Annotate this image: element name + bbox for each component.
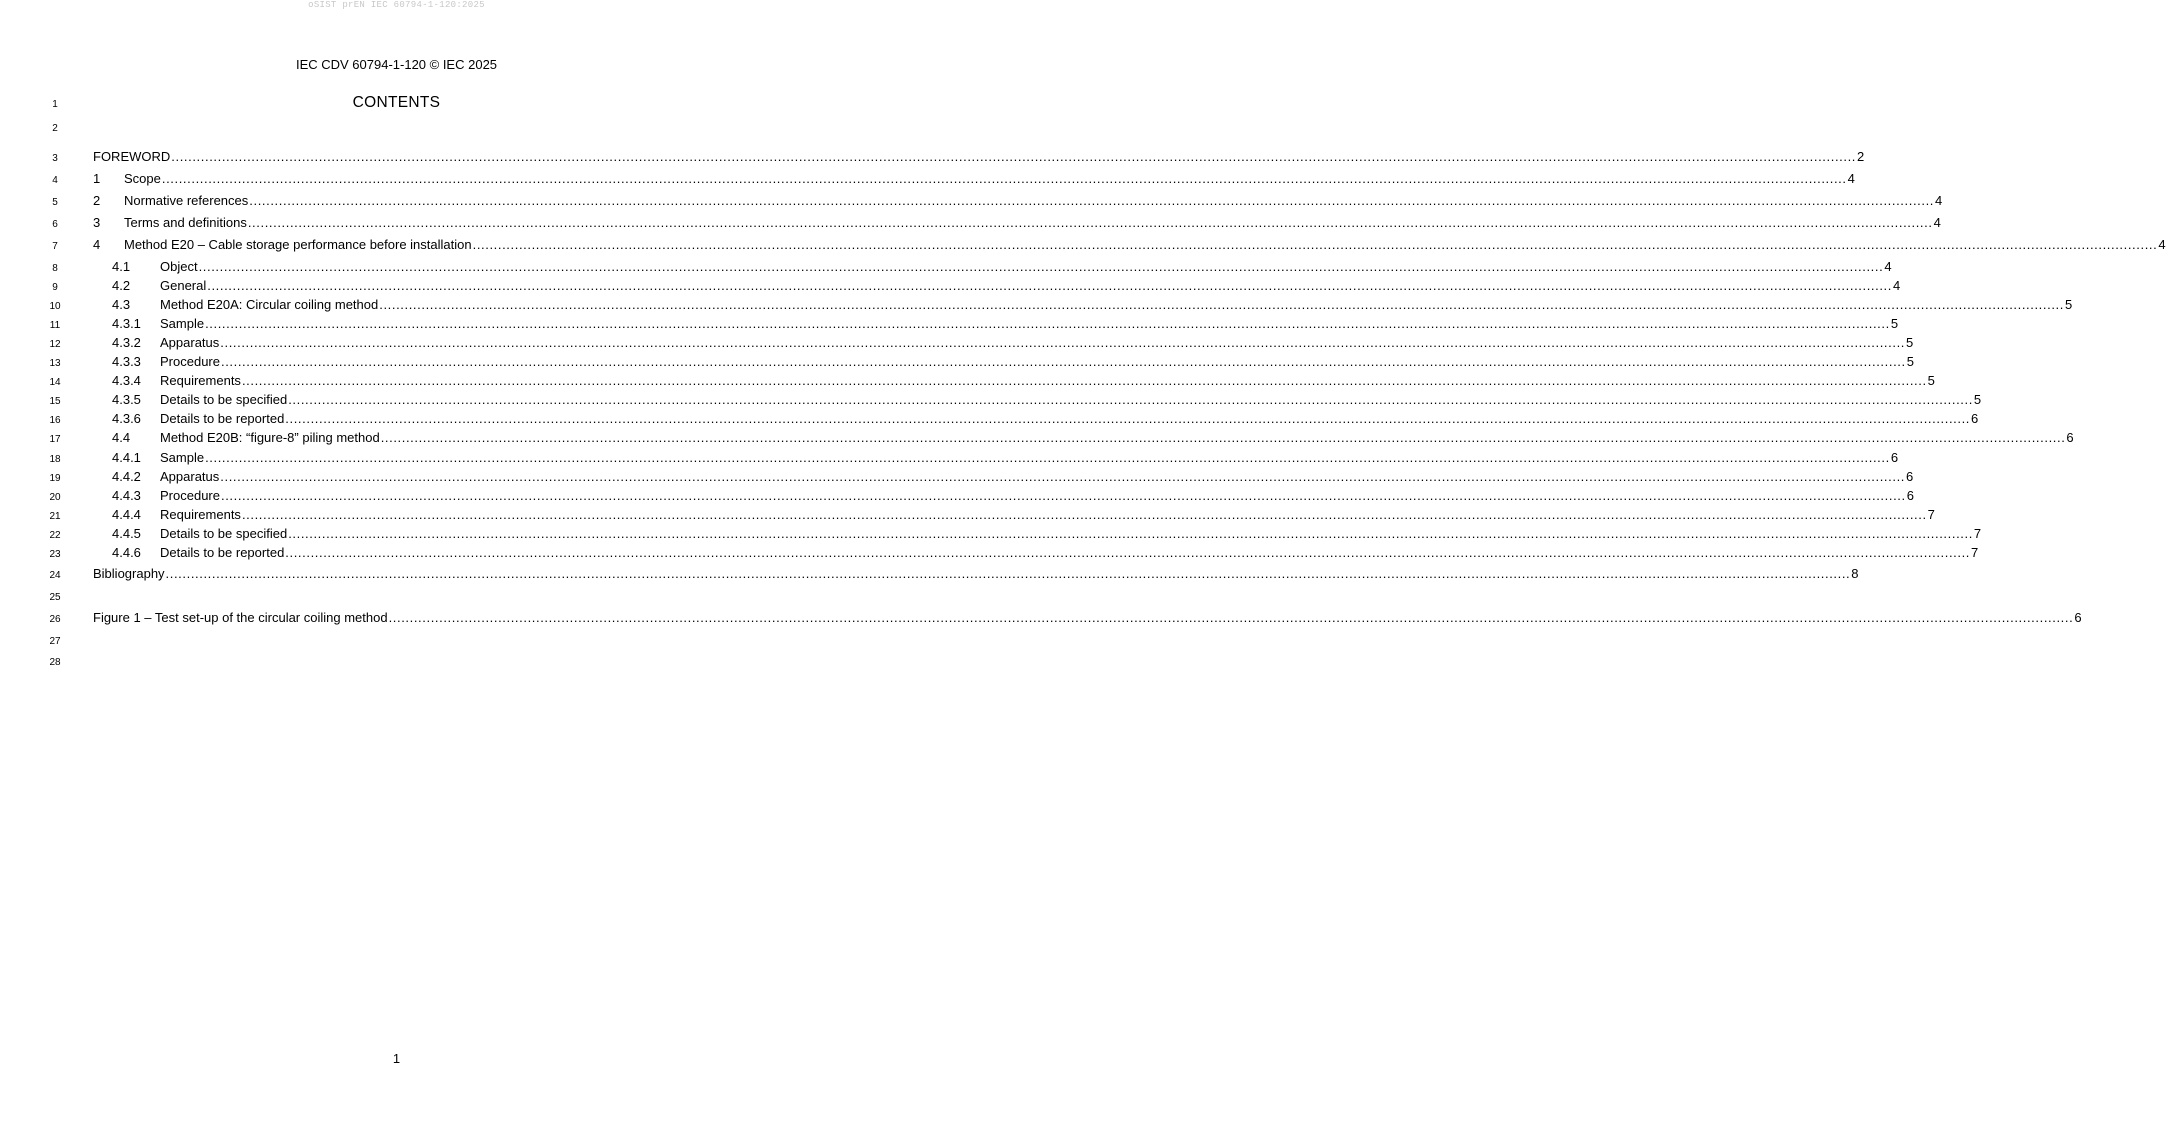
line-number: 14 <box>49 377 61 388</box>
line-number: 11 <box>49 320 61 331</box>
line-number: 6 <box>52 219 58 230</box>
line-number: 7 <box>52 241 58 252</box>
toc-entry[interactable] <box>112 488 1914 504</box>
toc-entry-number: 4.3.4 <box>112 373 141 388</box>
toc-entry[interactable] <box>112 411 1979 427</box>
line-number: 24 <box>49 570 61 581</box>
dot-leader: ................................................................................................................................................................................................................................................................................................................................................................................................................ <box>205 316 1890 331</box>
toc-entry-number: 4.3.5 <box>112 392 141 407</box>
toc-entry-title: Procedure <box>160 488 220 503</box>
toc-entry-page: 6 <box>2066 430 2074 445</box>
toc-entry-page: 5 <box>1927 373 1935 388</box>
toc-entry-number: 4.4 <box>112 430 131 445</box>
toc-entry[interactable] <box>112 469 1914 485</box>
toc-entry-number: 4.4.2 <box>112 469 141 484</box>
toc-entry-number: 4.1 <box>112 259 131 274</box>
toc-entry-title: Terms and definitions <box>124 215 247 230</box>
page-title: CONTENTS <box>352 94 441 111</box>
toc-entry[interactable] <box>93 149 1865 165</box>
toc-entry-title: Details to be reported <box>160 545 285 560</box>
toc-entry-page: 5 <box>1890 316 1899 331</box>
toc-entry-title: Sample <box>160 316 205 331</box>
toc-entry-page: 6 <box>2074 610 2082 625</box>
toc-entry[interactable] <box>112 545 1979 561</box>
toc-entry-number: 2 <box>93 193 101 208</box>
toc-entry-title: Details to be reported <box>160 411 285 426</box>
toc-entry-page: 4 <box>1884 259 1892 274</box>
dot-leader: ................................................................................................................................................................................................................................................................................................................................................................................................................ <box>161 171 1847 186</box>
toc-entry-number: 4.3.2 <box>112 335 141 350</box>
dot-leader: ................................................................................................................................................................................................................................................................................................................................................................................................................ <box>241 507 1927 522</box>
toc-entry[interactable] <box>112 507 1935 523</box>
line-number: 28 <box>49 657 61 668</box>
toc-entry-title: Method E20B: “figure-8” piling method <box>160 430 380 445</box>
line-number: 19 <box>49 473 61 484</box>
dot-leader: ................................................................................................................................................................................................................................................................................................................................................................................................................ <box>165 566 1851 581</box>
dot-leader: ................................................................................................................................................................................................................................................................................................................................................................................................................ <box>288 526 1973 541</box>
toc-entry-page: 7 <box>1927 507 1935 522</box>
toc-entry-number: 4.4.3 <box>112 488 141 503</box>
line-number: 4 <box>52 175 58 186</box>
line-number: 10 <box>49 301 61 312</box>
toc-entry[interactable] <box>112 430 2074 446</box>
toc-entry-page: 7 <box>1971 545 1979 560</box>
dot-leader: ................................................................................................................................................................................................................................................................................................................................................................................................................ <box>288 392 1973 407</box>
toc-entry[interactable] <box>112 259 1892 275</box>
toc-entry-page: 5 <box>1906 335 1914 350</box>
toc-entry-title: Object <box>160 259 198 274</box>
line-number: 27 <box>49 636 61 647</box>
toc-entry-title: General <box>160 278 207 293</box>
toc-entry-number: 4.3 <box>112 297 131 312</box>
line-number: 16 <box>49 415 61 426</box>
toc-entry[interactable] <box>112 373 1935 389</box>
toc-entry-title: Procedure <box>160 354 220 369</box>
dot-leader: ................................................................................................................................................................................................................................................................................................................................................................................................................ <box>285 545 1971 560</box>
toc-entry-title: Bibliography <box>93 566 165 581</box>
toc-entry-number: 4.4.1 <box>112 450 141 465</box>
toc-entry-title: Figure 1 – Test set-up of the circular coiling method <box>93 610 388 625</box>
toc-entry-page: 5 <box>1973 392 1982 407</box>
toc-entry-page: 4 <box>1933 215 1941 230</box>
toc-entry-page: 7 <box>1973 526 1982 541</box>
page-number: 1 <box>392 1051 401 1066</box>
toc-entry-number: 4.2 <box>112 278 131 293</box>
line-number: 5 <box>52 197 58 208</box>
toc-entry-title: Details to be specified <box>160 526 288 541</box>
toc-entry-number: 4.4.5 <box>112 526 141 541</box>
toc-entry-title: Apparatus <box>160 335 220 350</box>
toc-entry-number: 3 <box>93 215 101 230</box>
toc-entry[interactable] <box>112 392 1982 408</box>
line-number: 9 <box>52 282 58 293</box>
dot-leader: ................................................................................................................................................................................................................................................................................................................................................................................................................ <box>472 237 2158 252</box>
dot-leader: ................................................................................................................................................................................................................................................................................................................................................................................................................ <box>388 610 2074 625</box>
toc-entry-page: 6 <box>1906 469 1914 484</box>
toc-entry[interactable] <box>112 450 1899 466</box>
toc-entry-page: 4 <box>1935 193 1943 208</box>
dot-leader: ................................................................................................................................................................................................................................................................................................................................................................................................................ <box>247 215 1933 230</box>
dot-leader: ................................................................................................................................................................................................................................................................................................................................................................................................................ <box>380 430 2066 445</box>
figure-entry[interactable] <box>93 610 2082 626</box>
toc-entry-page: 2 <box>1857 149 1865 164</box>
toc-entry-title: FOREWORD <box>93 149 171 164</box>
line-number: 2 <box>52 123 58 134</box>
line-number: 15 <box>49 396 61 407</box>
toc-entry-page: 4 <box>1892 278 1901 293</box>
toc-entry[interactable] <box>93 237 2166 253</box>
line-number: 12 <box>49 339 61 350</box>
toc-entry-page: 6 <box>1890 450 1899 465</box>
dot-leader: ................................................................................................................................................................................................................................................................................................................................................................................................................ <box>205 450 1890 465</box>
toc-entry-number: 4.4.6 <box>112 545 141 560</box>
line-number: 13 <box>49 358 61 369</box>
line-number: 17 <box>49 434 61 445</box>
line-number: 26 <box>49 614 61 625</box>
line-number: 22 <box>49 530 61 541</box>
line-number: 20 <box>49 492 61 503</box>
toc-entry-page: 6 <box>1971 411 1979 426</box>
toc-entry[interactable] <box>112 278 1901 294</box>
line-number: 18 <box>49 454 61 465</box>
toc-entry-title: Scope <box>124 171 161 186</box>
toc-entry[interactable] <box>93 193 1943 209</box>
toc-entry-title: Apparatus <box>160 469 220 484</box>
dot-leader: ................................................................................................................................................................................................................................................................................................................................................................................................................ <box>220 335 1905 350</box>
dot-leader: ................................................................................................................................................................................................................................................................................................................................................................................................................ <box>379 297 2064 312</box>
toc-entry-page: 6 <box>1906 488 1914 503</box>
line-number: 1 <box>52 99 58 110</box>
toc-entry[interactable] <box>112 354 1914 370</box>
line-number: 21 <box>49 511 61 522</box>
toc-entry[interactable] <box>93 566 1859 582</box>
toc-entry-page: 4 <box>1847 171 1855 186</box>
toc-entry-title: Requirements <box>160 507 241 522</box>
toc-entry[interactable] <box>112 526 1982 542</box>
toc-entry-number: 4 <box>93 237 101 252</box>
toc-entry[interactable] <box>112 335 1914 351</box>
toc-entry-title: Method E20A: Circular coiling method <box>160 297 379 312</box>
toc-entry[interactable] <box>112 316 1899 332</box>
toc-entry-number: 4.3.6 <box>112 411 141 426</box>
dot-leader: ................................................................................................................................................................................................................................................................................................................................................................................................................ <box>249 193 1935 208</box>
line-number: 3 <box>52 153 58 164</box>
toc-entry[interactable] <box>112 297 2073 313</box>
toc-entry-number: 4.3.3 <box>112 354 141 369</box>
dot-leader: ................................................................................................................................................................................................................................................................................................................................................................................................................ <box>207 278 1892 293</box>
toc-entry-title: Details to be specified <box>160 392 288 407</box>
dot-leader: ................................................................................................................................................................................................................................................................................................................................................................................................................ <box>171 149 1857 164</box>
document-header: IEC CDV 60794-1-120 © IEC 2025 <box>295 57 498 72</box>
toc-entry-page: 5 <box>2064 297 2073 312</box>
dot-leader: ................................................................................................................................................................................................................................................................................................................................................................................................................ <box>285 411 1971 426</box>
toc-entry[interactable] <box>93 215 1941 231</box>
toc-entry-page: 8 <box>1851 566 1859 581</box>
toc-entry-title: Requirements <box>160 373 241 388</box>
watermark: oSIST prEN IEC 60794-1-120:2025 <box>308 0 485 10</box>
toc-entry-title: Normative references <box>124 193 249 208</box>
line-number: 8 <box>52 263 58 274</box>
line-number: 25 <box>49 592 61 603</box>
dot-leader: ................................................................................................................................................................................................................................................................................................................................................................................................................ <box>198 259 1884 274</box>
toc-entry-title: Sample <box>160 450 205 465</box>
dot-leader: ................................................................................................................................................................................................................................................................................................................................................................................................................ <box>241 373 1927 388</box>
toc-entry-page: 5 <box>1906 354 1914 369</box>
dot-leader: ................................................................................................................................................................................................................................................................................................................................................................................................................ <box>220 488 1906 503</box>
toc-entry-title: Method E20 – Cable storage performance before installation <box>124 237 472 252</box>
toc-entry-number: 1 <box>93 171 101 186</box>
toc-entry-number: 4.4.4 <box>112 507 141 522</box>
dot-leader: ................................................................................................................................................................................................................................................................................................................................................................................................................ <box>220 469 1905 484</box>
line-number: 23 <box>49 549 61 560</box>
toc-entry-number: 4.3.1 <box>112 316 141 331</box>
dot-leader: ................................................................................................................................................................................................................................................................................................................................................................................................................ <box>220 354 1906 369</box>
toc-entry-page: 4 <box>2158 237 2166 252</box>
toc-entry[interactable] <box>93 171 1855 187</box>
